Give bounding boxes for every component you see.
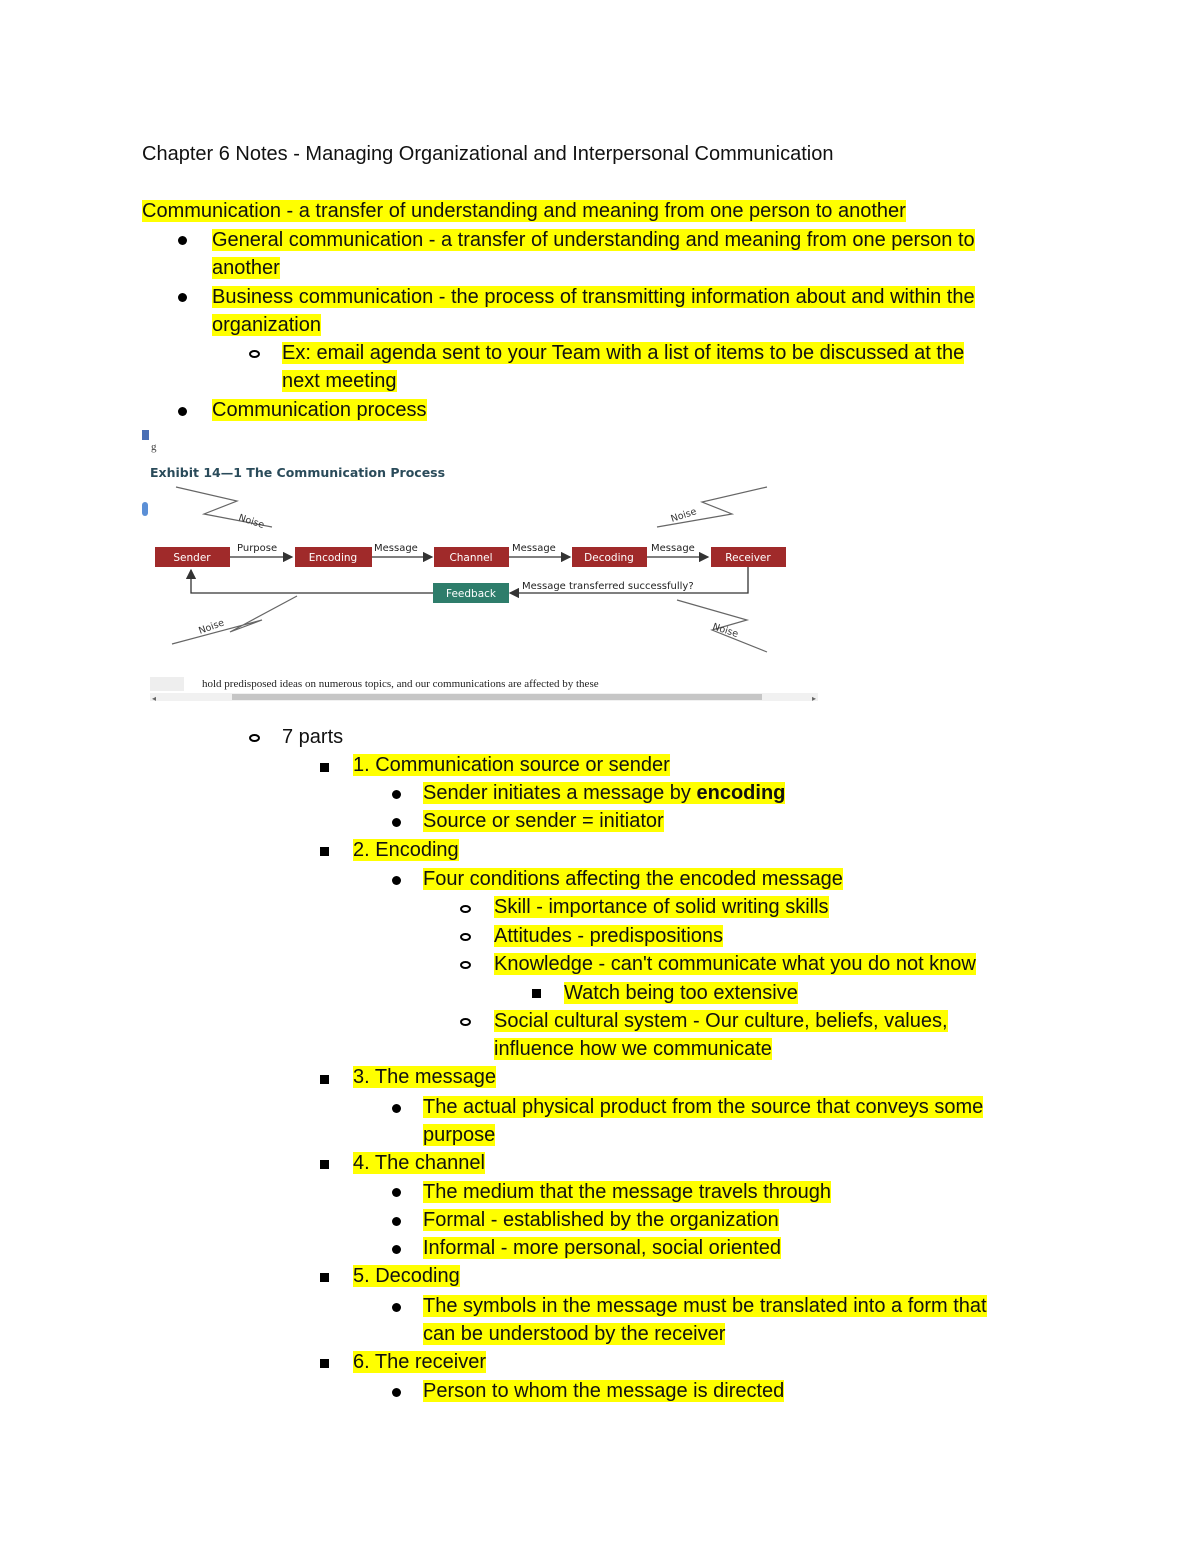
part1-b-text: Source or sender = initiator — [423, 810, 664, 832]
label-message-1: Message — [374, 543, 418, 554]
business-line-2 — [212, 311, 321, 339]
part4-a-text: The medium that the message travels through — [423, 1181, 831, 1203]
part3-title: 3. The message — [353, 1066, 497, 1088]
part4-title: 4. The channel — [353, 1152, 485, 1174]
general-line-2 — [212, 254, 280, 282]
node-sender-label: Sender — [173, 552, 211, 564]
footer-shade — [150, 677, 184, 691]
label-purpose: Purpose — [237, 543, 278, 554]
circle-bullet-icon — [460, 961, 471, 969]
square-bullet-icon — [320, 1273, 329, 1282]
circle-bullet-icon — [460, 1018, 471, 1026]
part2-title-line — [353, 836, 459, 864]
part1-b-line — [423, 807, 664, 835]
part2-title: 2. Encoding — [353, 839, 459, 861]
part2-knowledge-line — [494, 950, 976, 978]
noise-label-tr: Noise — [669, 506, 698, 525]
noise-label-br: Noise — [711, 621, 740, 640]
business-line-1 — [212, 283, 975, 311]
node-channel-label: Channel — [449, 552, 493, 564]
part2-social-line-1 — [494, 1007, 948, 1035]
bullet-icon — [178, 407, 187, 416]
square-bullet-icon — [320, 1160, 329, 1169]
part5-a-text-2: can be understood by the receiver — [423, 1323, 726, 1345]
part4-b-line — [423, 1206, 779, 1234]
bullet-icon — [392, 876, 401, 885]
edge-tab-icon — [142, 502, 148, 516]
node-receiver-label: Receiver — [725, 552, 771, 564]
part2-skill-text: Skill - importance of solid writing skills — [494, 896, 829, 918]
circle-bullet-icon — [249, 350, 260, 358]
bullet-icon — [392, 1217, 401, 1226]
bullet-icon — [178, 236, 187, 245]
side-mark: g — [151, 441, 157, 453]
label-message-2: Message — [512, 543, 556, 554]
part4-title-line — [353, 1149, 485, 1177]
example-line-1 — [282, 339, 964, 367]
part2-social-line-2 — [494, 1035, 772, 1063]
part5-a-text-1: The symbols in the message must be translated into a form that — [423, 1295, 987, 1317]
svg-text:▸: ▸ — [812, 694, 817, 703]
part2-watch-line — [564, 979, 798, 1007]
part2-social-text-1: Social cultural system - Our culture, beliefs, values, — [494, 1010, 948, 1032]
circle-bullet-icon — [460, 933, 471, 941]
bullet-icon — [392, 790, 401, 799]
part2-social-text-2: influence how we communicate — [494, 1038, 772, 1060]
part3-title-line — [353, 1063, 496, 1091]
part2-a-text: Four conditions affecting the encoded message — [423, 868, 843, 890]
part6-a-line — [423, 1377, 784, 1405]
circle-bullet-icon — [460, 905, 471, 913]
exhibit-title: Exhibit 14—1 The Communication Process — [150, 465, 446, 480]
exhibit-footer-text: hold predisposed ideas on numerous topics, and our communications are affected by these — [202, 678, 599, 690]
bullet-icon — [178, 293, 187, 302]
node-encoding-label: Encoding — [308, 552, 358, 564]
square-bullet-icon — [320, 1359, 329, 1368]
part2-watch-text: Watch being too extensive — [564, 982, 798, 1004]
bullet-icon — [392, 1188, 401, 1197]
bullet-icon — [392, 1388, 401, 1397]
part1-a-bold: encoding — [696, 782, 786, 804]
part1-title-line — [353, 751, 670, 779]
part4-c-text: Informal - more personal, social oriented — [423, 1237, 781, 1259]
part3-a-line-1 — [423, 1093, 983, 1121]
part2-a-line — [423, 865, 843, 893]
definition-line — [142, 197, 906, 225]
example-text-1: Ex: email agenda sent to your Team with a list of items to be discussed at the — [282, 342, 965, 364]
parts-line: 7 parts — [282, 726, 344, 748]
bullet-icon — [392, 1303, 401, 1312]
general-text-2: another — [212, 257, 280, 279]
part5-title: 5. Decoding — [353, 1265, 460, 1287]
definition-text: Communication - a transfer of understanding and meaning from one person to another — [142, 200, 906, 222]
square-bullet-icon — [532, 989, 541, 998]
process-line — [212, 396, 427, 424]
label-message-3: Message — [651, 543, 695, 554]
general-line-1 — [212, 226, 975, 254]
part3-a-line-2 — [423, 1121, 495, 1149]
square-bullet-icon — [320, 1075, 329, 1084]
general-text-1: General communication - a transfer of understanding and meaning from one person to — [212, 229, 975, 251]
part2-attitudes-text: Attitudes - predispositions — [494, 925, 724, 947]
part6-title-line — [353, 1348, 486, 1376]
svg-text:◂: ◂ — [152, 694, 157, 703]
example-line-2 — [282, 367, 397, 395]
noise-zigzag — [172, 596, 297, 644]
arrow-feedback-to-sender — [191, 570, 433, 593]
bullet-icon — [392, 818, 401, 827]
part2-attitudes-line — [494, 922, 723, 950]
circle-bullet-icon — [249, 734, 260, 742]
part5-a-line-1 — [423, 1292, 987, 1320]
scrollbar-thumb[interactable] — [232, 694, 762, 700]
part4-a-line — [423, 1178, 831, 1206]
part1-a-line — [423, 779, 785, 807]
square-bullet-icon — [320, 847, 329, 856]
part5-a-line-2 — [423, 1320, 725, 1348]
bullet-icon — [392, 1245, 401, 1254]
part1-title: 1. Communication source or sender — [353, 754, 670, 776]
noise-label-bl: Noise — [197, 617, 226, 637]
label-transferred: Message transferred successfully? — [522, 581, 694, 592]
bullet-icon — [392, 1104, 401, 1113]
part2-skill-line — [494, 893, 829, 921]
node-decoding-label: Decoding — [584, 552, 634, 564]
part5-title-line — [353, 1262, 460, 1290]
part4-c-line — [423, 1234, 781, 1262]
process-label: Communication process — [212, 399, 427, 421]
part6-title: 6. The receiver — [353, 1351, 487, 1373]
page-title: Chapter 6 Notes - Managing Organizational and Interpersonal Communication — [142, 143, 834, 165]
node-feedback-label: Feedback — [445, 588, 497, 600]
part4-b-text: Formal - established by the organization — [423, 1209, 779, 1231]
example-text-2: next meeting — [282, 370, 397, 392]
communication-process-diagram — [142, 424, 822, 722]
edge-icon — [142, 430, 149, 440]
square-bullet-icon — [320, 763, 329, 772]
business-text-1: Business communication - the process of transmitting information about and within the — [212, 286, 975, 308]
part3-a-text-1: The actual physical product from the source that conveys some — [423, 1096, 984, 1118]
business-text-2: organization — [212, 314, 321, 336]
part1-a-text: Sender initiates a message by — [423, 782, 697, 804]
noise-label-tl: Noise — [237, 512, 266, 531]
part6-a-text: Person to whom the message is directed — [423, 1380, 785, 1402]
part2-knowledge-text: Knowledge - can't communicate what you do not know — [494, 953, 976, 975]
part3-a-text-2: purpose — [423, 1124, 496, 1146]
